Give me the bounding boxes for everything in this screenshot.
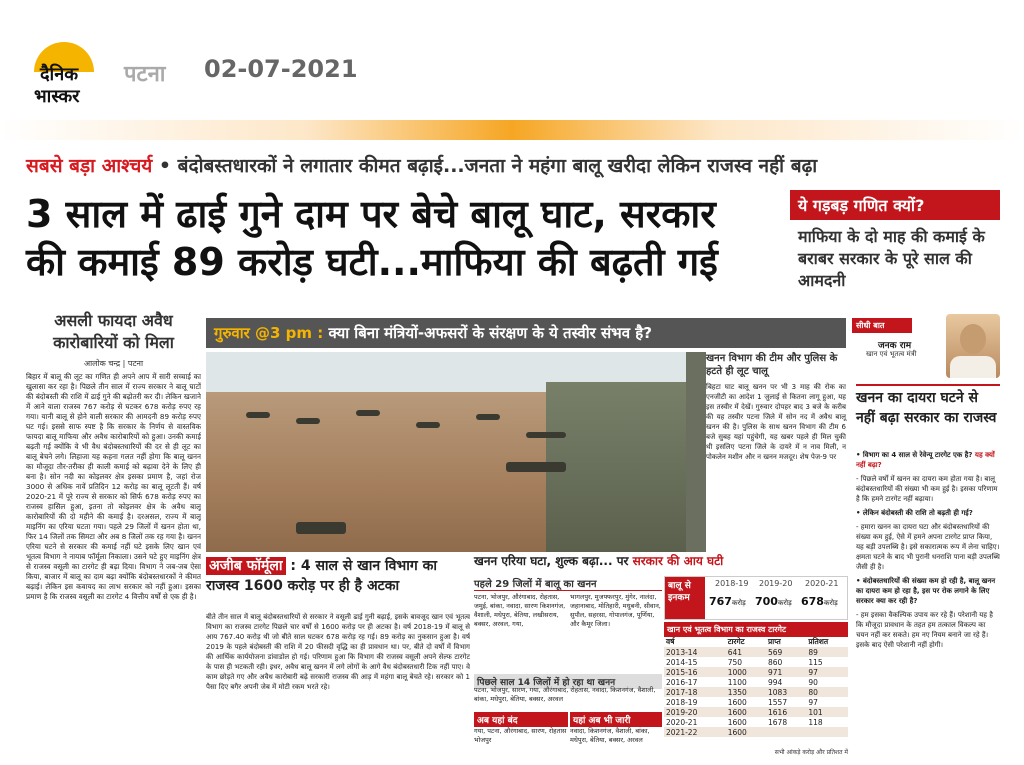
income-year: 2020-21 <box>805 579 839 588</box>
column1-body: बिहार में बालू की लूट का गणित ही अपने आप में सारी सच्चाई का खुलासा कर रहा है। पिछले तीन साल में राज्य सरकार ने बालू घाटों की बंदोबस्ती की राशि में ढाई गुने की बढ़ोतरी कर दी। लेकिन खजाने में आने वाला राजस्व 767 करोड़ से घटकर 678 करोड़ रुपए रह गया। यानी बालू से होने वाली सरकार की आमदनी 89 करोड़ रुपए घट गई। इससे साफ स्पष्ट है कि सरकार के निर्णय से वास्तविक फायदा बालू माफिया और अवैध कारोबारियों को हुआ। उनकी कमाई बढ़ती गई क्योंकि वे भी वैध बंदोबस्तधारियों की दर से ही लूट का बालू बेचने लगे। लिहाजा यह कहना गलत नहीं होगा कि बालू खनन का मौजूदा तौर-तरीका ही काली कमाई को बढ़ावा देने के लिए ही बना है। सोन नदी का कोइलवर क्षेत्र इसका प्रमाण है, जहां रोज 3000 से अधिक नावें प्रतिदिन 12 करोड़ का बालू लूटती हैं। वर्ष 2020-21 में पूरे राज्य से सरकार को सिर्फ 678 करोड़ रुपए का राजस्व हासिल हुआ, इतना तो कोइलवर क्षेत्र के अवैध बालू कारोबारियों की दो महीने की कमाई है। दरअसल, राज्य में बालू माइनिंग का एरिया घटता गया। पहले 29 जिलों में खनन होता था, फिर 14 जिलों तक सिमटा और अब 8 जिलों तक रह गया है। खनन एरिया घटने से सरकार की कमाई नहीं घटे इसके लिए खान एवं भूतत्व विभाग ने नायाब फॉर्मूला निकाला। उसने घटे हुए माइनिंग क्षेत्र से राजस्व वसूली का टारगेट ही बढ़ा दिया। विभाग ने जब-जब ऐसा किया, बाजार में बालू का दाम बढ़ा क्योंकि बंदोबस्तधारकों ने कीमत बढ़ाई। लेकिन इस कवायद का लाभ सरकार को नहीं हुआ। इसका प्रमाण है कि राजस्व वसूली का टारगेट 4 वित्तीय वर्षों से एक ही है। <box>26 372 201 601</box>
table-cell: 1600 <box>727 697 747 707</box>
main-headline <box>26 190 786 286</box>
mining-area-heading <box>474 552 846 574</box>
districts-29 <box>474 576 662 672</box>
table-cell: 750 <box>727 657 743 667</box>
table-row <box>664 707 848 717</box>
column1-title: असली फायदा अवैध कारोबारियों को मिला <box>53 311 174 352</box>
sidebox-answer: माफिया के दो माह की कमाई के बराबर सरकार के पूरे साल की आमदनी <box>798 227 985 290</box>
formula-body: बीते तीन साल में बालू बंदोबस्तधारियों से सरकार ने वसूली ढाई गुनी बढ़ाई, इसके बावजूद खान एवं भूतत्व विभाग का राजस्व टारगेट पिछले चार वर्षों से 1600 करोड़ पर ही अटका है। वर्ष 2018-19 में बालू से आय 767.40 करोड़ थी जो बीते साल घटकर 678 करोड़ रह गई। 89 करोड़ का नुकसान हुआ है। वर्ष 2019 के पहले बंदोबस्ती की राशि में 20 फीसदी वृद्धि का ही प्रावधान था। पर, बीते दो वर्षों में विभाग की आर्थिक कार्ययोजना डांवाडोल हो गई। परिणाम हुआ कि विभाग की राजस्व वसूली अपने सेल्फ टारगेट के पास ही भटकती रही। इधर, अवैध बालू खनन में लगे लोगों के आगे वैध बंदोबस्तधारी टिक नहीं पाए। वे काम छोड़ते गए और अवैध कारोबारी बढ़े सरकारी राजस्व की आड़ में महंगा बालू बेचते रहे। सरकार को 1 पैसा दिए बगैर अपनी जेब में मोटी रकम भरते रहे। <box>206 613 470 691</box>
dainik-bhaskar-logo[interactable] <box>28 40 114 110</box>
banner-label: गुरुवार @3 pm : <box>214 324 324 342</box>
table-cell: 1557 <box>768 697 788 707</box>
table-note: सभी आंकड़े करोड़ और प्रतिशत में <box>774 749 848 756</box>
headline-line2: की कमाई 89 करोड़ घटी...माफिया की बढ़ती गई <box>26 240 718 284</box>
photo-strip <box>686 352 706 552</box>
photo-caption <box>706 352 846 562</box>
boat-shape <box>416 422 440 428</box>
table-cell: 1616 <box>766 707 806 717</box>
logo-text-line1: दैनिक <box>40 64 79 85</box>
boat-shape <box>356 410 380 416</box>
table-cell: 641 <box>726 647 766 657</box>
table-cell: 2020-21 <box>666 717 698 727</box>
table-header-cell: टारगेट <box>726 637 766 647</box>
running-districts <box>570 712 662 745</box>
table-row <box>664 717 848 727</box>
table-cell: 1678 <box>768 717 788 727</box>
table-cell: 118 <box>808 717 823 727</box>
photo-bank <box>546 382 686 552</box>
caption-title: खनन विभाग की टीम और पुलिस के हटते ही लूट चालू <box>706 353 838 377</box>
table-cell: 2016-17 <box>666 677 698 687</box>
districts-14-list: पटना, भोजपुर, सारण, गया, औरंगाबाद, रोहतास, नवादा, किशनगंज, वैशाली, बांका, मधेपुरा, बेतिया, बक्सर, अरवल <box>474 686 656 703</box>
table-cell: 2018-19 <box>666 697 698 707</box>
table-cell: 89 <box>806 647 848 657</box>
kicker-label: सबसे बड़ा आश्चर्य <box>26 155 153 177</box>
income-value: 700करोड़ <box>755 595 792 608</box>
minister-name: जनक राम <box>878 341 912 351</box>
boat-shape <box>476 414 500 420</box>
answer-2: - हमारा खनन का दायरा घटा और बंदोबस्तधारियों की संख्या कम हुई, ऐसे में हमने अपना टारगेट प्राप्त किया, यह बड़ी उपलब्धि है। इसे सकारात्मक रूप में लेना चाहिए। क्षमता घटने के बाद भी पुरानी धनराशि पाना बड़ी उपलब्धि जैसी ही है। <box>856 523 1000 571</box>
table-cell: 97 <box>806 667 848 677</box>
boat-shape <box>506 462 566 472</box>
edition-city: पटना <box>124 62 166 87</box>
interview-headline: खनन का दायरा घटने से नहीं बढ़ा सरकार का राजस्व <box>856 384 1000 428</box>
minister-designation: खान एवं भूतत्व मंत्री <box>866 350 917 358</box>
kicker-line <box>26 152 1006 178</box>
table-cell: 2015-16 <box>664 667 726 677</box>
table-cell: 860 <box>768 657 783 667</box>
table-header-cell: प्राप्त <box>766 637 806 647</box>
running-title: यहां अब भी जारी <box>570 712 662 727</box>
headline-line1: 3 साल में ढाई गुने दाम पर बेचे बालू घाट, सरकार <box>26 192 716 236</box>
table-header-cell: वर्ष <box>664 637 726 647</box>
question-1: • विभाग का 4 साल से रेवेन्यू टारगेट एक है? यह क्यों नहीं बढ़ा? <box>856 451 995 469</box>
table-cell: 2019-20 <box>664 707 726 717</box>
table-row <box>664 697 848 707</box>
running-body: नवादा, किशनगंज, वैशाली, बांका, मधेपुरा, बेतिया, बक्सर, अरवल <box>570 727 650 744</box>
table-cell: 1083 <box>766 687 806 697</box>
districts-29-col1: पटना, भोजपुर, औरंगाबाद, रोहतास, जमुई, बांका, नवादा, सारण किशनगंज, वैशाली, मधेपुरा, बेतिया, लखीसराय, बक्सर, अरवल, गया, <box>474 593 566 628</box>
income-year: 2019-20 <box>759 579 793 588</box>
income-label: बालू से इनकम <box>665 577 705 619</box>
table-row <box>664 727 848 737</box>
formula-text: : 4 साल से खान विभाग का राजस्व 1600 करोड़ पर ही है अटका <box>206 558 437 594</box>
table-cell: 1600 <box>726 727 766 737</box>
table-row <box>664 667 848 677</box>
table-row <box>664 677 848 687</box>
masthead <box>0 0 1024 118</box>
formula-heading <box>206 556 470 610</box>
table-cell: 994 <box>768 677 783 687</box>
question-2: • लेकिन बंदोबस्ती की राशि तो बढ़ती ही गई? <box>856 509 973 517</box>
photo-banner <box>206 318 846 348</box>
mining-heading-red: सरकार की आय घटी <box>632 554 724 568</box>
closed-title: अब यहां बंद <box>474 712 568 727</box>
table-body <box>664 637 848 737</box>
table-cell: 80 <box>806 687 848 697</box>
table-cell: 971 <box>766 667 806 677</box>
boat-shape <box>296 522 346 534</box>
sand-income-box <box>664 576 848 620</box>
sunrise-divider <box>0 120 1024 140</box>
caption-body: बिहटा घाट बालू खनन पर भी 3 माह की रोक का एनजीटी का आदेश 1 जुलाई से कितना लागू हुआ, यह इस तस्वीर में देखें। गुरुवार दोपहर बाद 3 बजे के करीब की यह तस्वीर पटना जिले में सोन नद में अवैध बालू खनन की है। पुलिस के साथ खनन विभाग की टीम 6 बजे सुबह यहां पहुंचेगी, यह खबर पहले ही मिल चुकी थी इसलिए पटना जिले के दायरे में न नाव मिली, न पोकलेन मशीन और न खनन मजदूर। शेष पेज-9 पर <box>706 383 846 461</box>
boat-shape <box>526 432 566 438</box>
table-cell: 101 <box>806 707 848 717</box>
question-3: • बंदोबस्तधारियों की संख्या कम हो रही है, बालू खनन का दायरा कम हो रहा है, इस पर रोक लगाने के लिए सरकार क्या कर रही है? <box>856 577 996 605</box>
table-cell <box>806 727 848 737</box>
table-row <box>664 647 848 657</box>
closed-districts <box>474 712 568 745</box>
income-year: 2018-19 <box>715 579 749 588</box>
sidebox-question: ये गड़बड़ गणित क्यों? <box>790 190 1000 220</box>
minister-photo <box>946 314 1000 378</box>
logo-text-line2: भास्कर <box>34 86 80 107</box>
table-cell: 97 <box>808 697 818 707</box>
question-sidebox <box>790 190 1000 300</box>
table-cell: 90 <box>808 677 818 687</box>
river-photo <box>206 352 686 552</box>
income-value: 678करोड़ <box>801 595 838 608</box>
table-cell: 569 <box>766 647 806 657</box>
districts-29-col2: भागलपुर, मुजफ्फरपुर, मुंगेर, नालंदा, जहानाबाद, मोतिहारी, मधुबनी, सीवान, सुपौल, सहरसा, गोपालगंज, पूर्णिया, और कैमूर जिला। <box>570 593 661 628</box>
body-shape <box>950 356 996 378</box>
table-row <box>664 687 848 697</box>
straight-talk-label: सीधी बात <box>852 318 912 333</box>
table-title: खान एवं भूतत्व विभाग का राजस्व टारगेट <box>664 622 848 637</box>
table-cell: 115 <box>808 657 823 667</box>
table-cell: 2014-15 <box>666 657 698 667</box>
mining-heading-text: खनन एरिया घटा, शुल्क बढ़ा... पर <box>474 554 633 568</box>
closed-body: गया, पटना, औरंगाबाद, सारण, रोहतास भोजपुर <box>474 727 567 744</box>
edition-date: 02-07-2021 <box>204 55 358 83</box>
table-cell: 1000 <box>726 667 766 677</box>
income-value: 767करोड़ <box>709 595 746 608</box>
table-cell: 1600 <box>727 717 747 727</box>
districts-14-title: पिछले साल 14 जिलों में हो रहा था खनन <box>474 674 662 689</box>
answer-3: - हम इसका वैकल्पिक उपाय कर रहे हैं। परेशानी यह है कि मौजूदा प्रावधान के तहत हम तत्काल विकल्प का चयन नहीं कर सकते। हम नए नियम बनाने जा रहे हैं। इसके बाद ऐसी परेशानी नहीं होगी। <box>856 611 993 649</box>
formula-label: अजीब फॉर्मूला <box>206 557 286 575</box>
table-cell: 1100 <box>727 677 747 687</box>
answer-1: - पिछले वर्षों में खनन का दायरा कम होता गया है। बालू बंदोबस्तधारियों की संख्या भी कम हुई है। इसका परिणाम है कि हमने टारगेट नहीं बढ़ाया। <box>856 475 998 503</box>
boat-shape <box>246 412 270 418</box>
table-cell: 2021-22 <box>664 727 726 737</box>
banner-text: क्या बिना मंत्रियों-अफसरों के संरक्षण के ये तस्वीर संभव है? <box>323 324 652 342</box>
boat-shape <box>296 418 320 424</box>
kicker-text: • बंदोबस्तधारकों ने लगातार कीमत बढ़ाई...जनता ने महंगा बालू खरीदा लेकिन राजस्व नहीं बढ़ा <box>152 155 818 177</box>
column1-byline: आलोक चन्द्र | पटना <box>83 359 144 368</box>
table-row <box>664 657 848 667</box>
table-cell: 1350 <box>726 687 766 697</box>
districts-29-title: पहले 29 जिलों में बालू का खनन <box>474 576 662 591</box>
table-cell: 2017-18 <box>664 687 726 697</box>
table-cell: 1600 <box>726 707 766 717</box>
face-shape <box>960 324 986 354</box>
table-cell <box>766 727 806 737</box>
revenue-target-table <box>664 622 848 737</box>
interview-qa <box>856 450 1000 760</box>
table-header-cell: प्रतिशत <box>806 637 848 647</box>
table-header-row <box>664 637 848 647</box>
table-cell: 2013-14 <box>664 647 726 657</box>
